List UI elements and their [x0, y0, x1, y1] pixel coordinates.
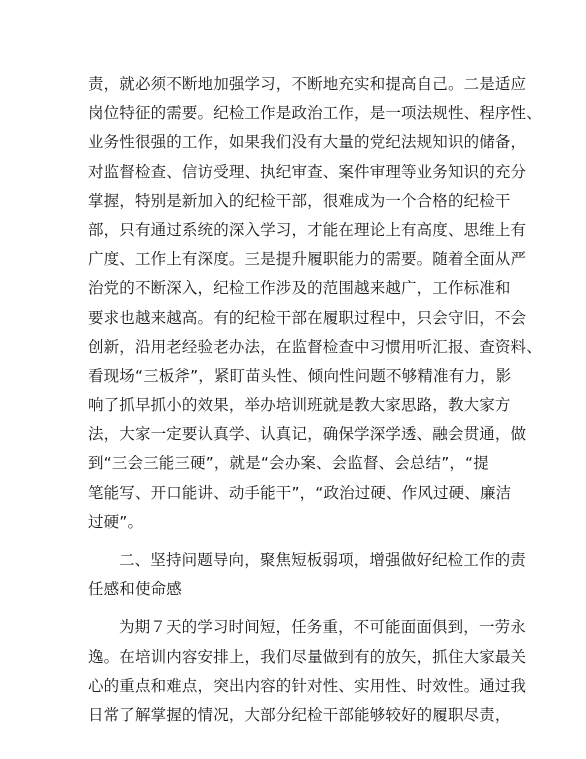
text-line: 响了抓早抓小的效果，举办培训班就是教大家思路，教大家方	[88, 396, 511, 415]
text-line: 心的重点和难点，突出内容的针对性、实用性、时效性。通过我	[88, 676, 527, 695]
text-line: 掌握，特别是新加入的纪检干部，很难成为一个合格的纪检干	[88, 191, 511, 210]
document-body	[88, 70, 542, 730]
text-line: 为期７天的学习时间短，任务重，不可能面面俱到，一劳永	[119, 618, 526, 637]
text-line: 创新，沿用老经验老办法，在监督检查中习惯用听汇报、查资料、	[88, 337, 542, 356]
text-line: 广度、工作上有深度。三是提升履职能力的需要。随着全面从严	[88, 250, 527, 269]
text-line: 日常了解掌握的情况，大部分纪检干部能够较好的履职尽责，	[88, 705, 511, 724]
text-line: 法，大家一定要认真学、认真记，确保学深学透、融会贯通，做	[88, 425, 527, 444]
text-line: 对监督检查、信访受理、执纪审查、案件审理等业务知识的充分	[88, 162, 527, 181]
text-line: 业务性很强的工作，如果我们没有大量的党纪法规知识的储备，	[88, 133, 527, 152]
section-heading	[88, 546, 526, 604]
paragraph-2	[88, 613, 527, 730]
text-line: 部，只有通过系统的深入学习，才能在理论上有高度、思维上有	[88, 220, 527, 239]
text-line: 过硬”。	[88, 512, 144, 531]
text-line: 要求也越来越高。有的纪检干部在履职过程中，只会守旧，不会	[88, 308, 527, 327]
paragraph-1	[88, 70, 542, 537]
heading-line: 任感和使命感	[88, 580, 182, 599]
text-line: 笔能写、开口能讲、动手能干”，“政治过硬、作风过硬、廉洁	[88, 483, 512, 502]
text-line: 责，就必须不断地加强学习，不断地充实和提高自己。二是适应	[88, 75, 527, 93]
text-line: 到“三会三能三硬”，就是“会办案、会监督、会总结”，“提	[88, 454, 489, 473]
heading-line: 二、坚持问题导向，聚焦短板弱项，增强做好纪检工作的责	[119, 551, 526, 569]
text-line: 岗位特征的需要。纪检工作是政治工作，是一项法规性、程序性、	[88, 104, 542, 123]
text-line: 治党的不断深入，纪检工作涉及的范围越来越广，工作标准和	[88, 279, 511, 298]
text-line: 逸。在培训内容安排上，我们尽量做到有的放矢，抓住大家最关	[88, 647, 527, 666]
text-line: 看现场“三板斧”，紧盯苗头性、倾向性问题不够精准有力，影	[88, 366, 512, 385]
